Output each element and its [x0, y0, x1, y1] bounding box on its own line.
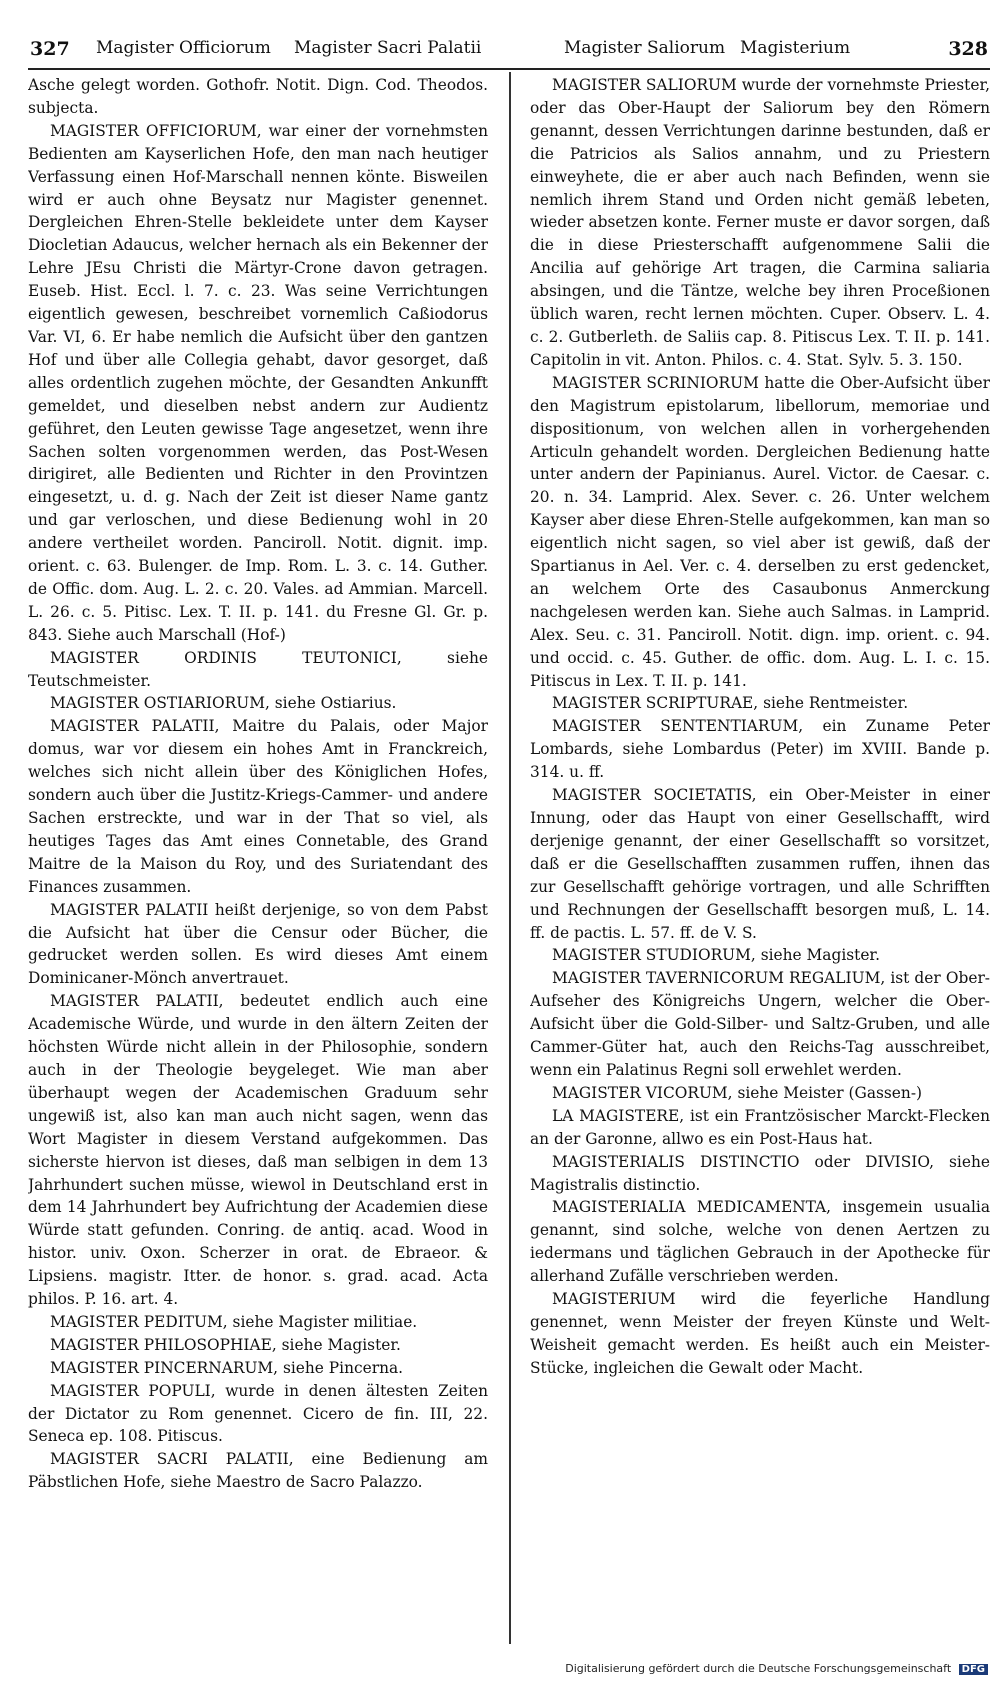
dictionary-entry: Asche gelegt worden. Gothofr. Notit. Dign. Cod. Theodos. subjecta.: [28, 76, 488, 117]
dictionary-entry: MAGISTER PALATII, bedeutet endlich auch eine Academische Würde, und wurde in den ältern Zeiten der höchsten Würde nicht allein in der Philosophie, sondern auch in der Theologie beygeleget. Wie man aber überhaupt wegen der Academischen Graduum sehr ungewiß ist, also kan man auch nicht sagen, wenn das Wort Magister in diesem Verstand aufgekommen. Das sicherste hiervon ist dieses, daß man selbigen in dem 13 Jahrhundert suchen müsse, wiewol in Deutschland erst in dem 14 Jahrhundert bey Aufrichtung der Academien diese Würde statt gefunden. Conring. de antiq. acad. Wood in histor. univ. Oxon. Scherzer in orat. de Ebraeor. & Lipsiens. magistr. Itter. de honor. s. grad. acad. Acta philos. P. 16. art. 4.: [28, 992, 488, 1309]
book-spread: [28, 28, 990, 1648]
dictionary-entry: MAGISTER SCRIPTURAE, siehe Rentmeister.: [552, 694, 909, 713]
dictionary-entry: MAGISTER PALATII heißt derjenige, so von dem Pabst die Aufsicht hat über die Censur oder Bücher, die gedrucket werden sollen. Es wird dieses Amt einem Dominicaner-Mönch anvertrauet.: [28, 900, 488, 988]
dictionary-entry: MAGISTER SALIORUM wurde der vornehmste Priester, oder das Ober-Haupt der Saliorum bey den Römern genannt, dessen Verrichtungen darinne bestunden, daß er die Patricios als Salios annahm, und zu Priestern einweyhete, die er aber auch nach Befinden, wenn sie nemlich ihrem Stand und Orden nicht gemäß lebeten, wieder absetzen konte. Ferner muste er davor sorgen, daß die in diese Priesterschafft aufgenommene Salii die Ancilia auf gehörige Art tragen, die Carmina saliaria absingen, und die Täntze, welche bey ihren Proceßionen üblich waren, recht lernen möchten. Cuper. Observ. L. 4. c. 2. Gutberleth. de Saliis cap. 8. Pitiscus Lex. T. II. p. 141. Capitolin in vit. Anton. Philos. c. 4. Stat. Sylv. 5. 3. 150.: [530, 76, 990, 369]
dictionary-entry: MAGISTER POPULI, wurde in denen ältesten Zeiten der Dictator zu Rom genennet. Cicero de fin. III, 22. Seneca ep. 108. Pitiscus.: [28, 1381, 488, 1446]
right-running-head-1: Magister Saliorum: [564, 38, 726, 58]
right-running-head-2: Magisterium: [740, 38, 851, 58]
dfg-logo: DFG: [959, 1664, 988, 1675]
dictionary-entry: MAGISTER VICORUM, siehe Meister (Gassen-): [552, 1083, 923, 1102]
dictionary-entry: MAGISTER PHILOSOPHIAE, siehe Magister.: [50, 1335, 401, 1354]
dictionary-entry: MAGISTERIALIA MEDICAMENTA, insgemein usualia genannt, sind solche, welche von denen Aertzen zu iedermans und täglichen Gebrauch in der Apothecke für allerhand Zufälle verschrieben werden.: [530, 1198, 990, 1286]
dictionary-entry: LA MAGISTERE, ist ein Frantzösischer Marckt-Flecken an der Garonne, allwo es ein Post-Haus hat.: [530, 1106, 990, 1148]
dictionary-entry: MAGISTER SENTENTIARUM, ein Zuname Peter Lombards, siehe Lombardus (Peter) im XVIII. Bande p. 314. u. ff.: [530, 717, 990, 782]
right-text-column: [530, 74, 990, 1642]
left-page-number: 327: [30, 38, 70, 60]
dictionary-entry: MAGISTER ORDINIS TEUTONICI, siehe Teutschmeister.: [28, 648, 488, 690]
dictionary-entry: MAGISTER PALATII, Maitre du Palais, oder Major domus, war vor diesem ein hohes Amt in Franckreich, welches sich nicht allein über des Königlichen Hofes, sondern auch über die Justitz-Kriegs-Cammer- und andere Sachen erstreckte, und war in der That so viel, als heutiges Tages das Amt eines Connetable, des Grand Maitre de la Maison du Roy, und des Suriatendant des Finances zusammen.: [28, 717, 488, 896]
dictionary-entry: MAGISTER SACRI PALATII, eine Bedienung am Päbstlichen Hofe, siehe Maestro de Sacro Palazzo.: [28, 1450, 488, 1492]
dictionary-entry: MAGISTER SOCIETATIS, ein Ober-Meister in einer Innung, oder das Haupt von einer Gesellschafft, wird derjenige genannt, der einer Gesellschafft so vorsitzet, daß er die Gesellschafften zusammen ruffen, ihnen das zur Gesellschafft gehörige vortragen, und alle Schrifften und Rechnungen der Gesellschafft besorgen muß, L. 14. ff. de pactis. L. 57. ff. de V. S.: [530, 786, 990, 942]
page-header: [28, 28, 990, 70]
dictionary-entry: MAGISTER TAVERNICORUM REGALIUM, ist der Ober-Aufseher des Königreichs Ungern, welcher die Ober-Aufsicht über die Gold-Silber- und Saltz-Gruben, und alle Cammer-Güter hat, auch den Reichs-Tag ausschreibet, wenn ein Palatinus Regni soll erwehlet werden.: [530, 969, 990, 1079]
column-divider: [509, 72, 511, 1644]
dictionary-entry: MAGISTERIALIS DISTINCTIO oder DIVISIO, siehe Magistralis distinctio.: [530, 1152, 990, 1194]
dictionary-entry: MAGISTER OSTIARIORUM, siehe Ostiarius.: [50, 694, 397, 713]
left-running-head-1: Magister Officiorum: [96, 38, 271, 58]
footer-credit: [565, 1662, 988, 1675]
dictionary-entry: MAGISTER OFFICIORUM, war einer der vornehmsten Bedienten am Kayserlichen Hofe, den man nach heutiger Verfassung einen Hof-Marschall nennen könte. Bisweilen wird er auch ohne Beysatz nur Magister genennet. Dergleichen Ehren-Stelle bekleidete unter dem Kayser Diocletian Adaucus, welcher hernach als ein Bekenner der Lehre JEsu Christi die Märtyr-Crone davon getragen. Euseb. Hist. Eccl. l. 7. c. 23. Was seine Verrichtungen eigentlich gewesen, beschreibet vornemlich Caßiodorus Var. VI, 6. Er habe nemlich die Aufsicht über den gantzen Hof und über alle Collegia gehabt, davor gesorget, daß alles ordentlich zugehen möchte, der Gesandten Ankunfft gemeldet, und dieselben nebst andern zur Audientz geführet, den Leuten gewisse Tage angesetzet, wenn ihre Sachen solten vorgenommen werden, das Post-Wesen dirigiret, alle Bedienten und Richter in den Provintzen eingesetzt, u. d. g. Nach der Zeit ist dieser Name gantz und gar verloschen, und diese Bedienung wohl in 20 andere vertheilet worden. Panciroll. Notit. dignit. imp. orient. c. 63. Bulenger. de Imp. Rom. L. 3. c. 14. Guther. de Offic. dom. Aug. L. 2. c. 20. Vales. ad Ammian. Marcell. L. 26. c. 5. Pitisc. Lex. T. II. p. 141. du Fresne Gl. Gr. p. 843. Siehe auch Marschall (Hof-): [28, 121, 488, 644]
dictionary-entry: MAGISTERIUM wird die feyerliche Handlung genennet, wenn Meister der freyen Künste und Welt-Weisheit gemacht werden. Es heißt auch ein Meister-Stücke, ingleichen die Gewalt oder Macht.: [530, 1290, 990, 1377]
dictionary-entry: MAGISTER SCRINIORUM hatte die Ober-Aufsicht über den Magistrum epistolarum, libellorum, memoriae und dispositionum, von welchen allen in vorhergehenden Articuln gehandelt worden. Dergleichen Bedienung hatte unter andern der Papinianus. Aurel. Victor. de Caesar. c. 20. n. 34. Lamprid. Alex. Sever. c. 26. Unter welchem Kayser aber diese Ehren-Stelle aufgekommen, kan man so eigentlich nicht sagen, so viel aber ist gewiß, daß der Spartianus in Ael. Ver. c. 4. derselben zu erst gedencket, an welchem Orte des Casaubonus Anmerckung nachgelesen werden kan. Siehe auch Salmas. in Lamprid. Alex. Seu. c. 31. Panciroll. Notit. dign. imp. orient. c. 94. und occid. c. 45. Guther. de offic. dom. Aug. L. I. c. 15. Pitiscus in Lex. T. II. p. 141.: [530, 373, 990, 690]
footer-credit-text: Digitalisierung gefördert durch die Deutsche Forschungsgemeinschaft: [565, 1662, 952, 1675]
left-text-column: [28, 74, 488, 1642]
right-page-number: 328: [948, 38, 988, 60]
dictionary-entry: MAGISTER STUDIORUM, siehe Magister.: [552, 946, 880, 965]
dictionary-entry: MAGISTER PINCERNARUM, siehe Pincerna.: [50, 1358, 404, 1377]
left-running-head-2: Magister Sacri Palatii: [294, 38, 482, 58]
dictionary-entry: MAGISTER PEDITUM, siehe Magister militiae.: [50, 1312, 418, 1331]
